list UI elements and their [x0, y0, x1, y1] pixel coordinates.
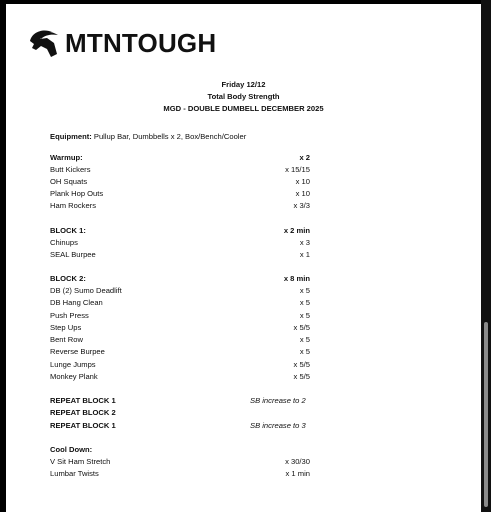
repeat-note: SB increase to 3	[250, 421, 306, 430]
repeat-note: SB increase to 2	[250, 396, 306, 405]
block2-count: x 8 min	[283, 274, 310, 283]
exercise-reps: x 5	[299, 286, 310, 295]
exercise-row	[50, 177, 310, 188]
vertical-scrollbar[interactable]	[481, 0, 491, 512]
exercise-row	[50, 469, 310, 480]
exercise-row	[50, 286, 310, 297]
title-program: MGD - DOUBLE DUMBELL DECEMBER 2025	[163, 104, 324, 113]
scrollbar-thumb[interactable]	[484, 322, 488, 507]
exercise-reps: x 1	[299, 250, 310, 259]
exercise-row	[50, 189, 310, 200]
exercise-reps: x 5	[299, 311, 310, 320]
exercise-row	[50, 201, 310, 212]
exercise-name: Step Ups	[50, 323, 82, 332]
exercise-reps: x 5	[299, 298, 310, 307]
repeat-block-label: REPEAT BLOCK 1	[50, 421, 116, 430]
equipment-value: Pullup Bar, Dumbbells x 2, Box/Bench/Cooler	[91, 132, 247, 141]
exercise-row	[50, 457, 310, 468]
exercise-name: Monkey Plank	[50, 372, 98, 381]
exercise-row	[50, 238, 310, 249]
warmup-header	[50, 153, 310, 164]
exercise-reps: x 5	[299, 335, 310, 344]
exercise-name: Ham Rockers	[50, 201, 96, 210]
goat-head-icon	[28, 27, 62, 59]
exercise-name: V Sit Ham Stretch	[50, 457, 111, 466]
title-date: Friday 12/12	[221, 80, 266, 89]
cooldown-title: Cool Down:	[50, 445, 93, 454]
exercise-row	[50, 165, 310, 176]
exercise-reps: x 5/5	[293, 372, 310, 381]
exercise-name: DB Hang Clean	[50, 298, 103, 307]
exercise-reps: x 3/3	[293, 201, 310, 210]
exercise-reps: x 30/30	[285, 457, 310, 466]
block1-count: x 2 min	[283, 226, 310, 235]
exercise-name: Lunge Jumps	[50, 360, 96, 369]
exercise-reps: x 1 min	[285, 469, 310, 478]
exercise-row	[50, 298, 310, 309]
exercise-reps: x 5/5	[293, 323, 310, 332]
block2-title: BLOCK 2:	[50, 274, 86, 283]
block2-header	[50, 274, 310, 285]
exercise-reps: x 15/15	[285, 165, 310, 174]
exercise-name: Plank Hop Outs	[50, 189, 104, 198]
exercise-name: Chinups	[50, 238, 78, 247]
equipment-line	[50, 132, 246, 141]
exercise-reps: x 10	[295, 177, 310, 186]
exercise-row	[50, 335, 310, 346]
exercise-row	[50, 347, 310, 358]
exercise-name: Bent Row	[50, 335, 83, 344]
warmup-count: x 2	[299, 153, 310, 162]
exercise-name: Push Press	[50, 311, 89, 320]
exercise-row	[50, 311, 310, 322]
repeat-block-label: REPEAT BLOCK 2	[50, 408, 116, 417]
equipment-label: Equipment:	[50, 132, 92, 141]
block1-header	[50, 226, 310, 237]
title-workout: Total Body Strength	[207, 92, 280, 101]
cooldown-header	[50, 445, 310, 456]
exercise-reps: x 5/5	[293, 360, 310, 369]
brand-name: MTNTOUGH	[65, 27, 217, 58]
exercise-name: Butt Kickers	[50, 165, 91, 174]
exercise-row	[50, 360, 310, 371]
exercise-reps: x 10	[295, 189, 310, 198]
repeat-block-label: REPEAT BLOCK 1	[50, 396, 116, 405]
exercise-reps: x 3	[299, 238, 310, 247]
exercise-name: OH Squats	[50, 177, 88, 186]
exercise-name: DB (2) Sumo Deadlift	[50, 286, 122, 295]
brand-logo	[28, 26, 216, 60]
block1-title: BLOCK 1:	[50, 226, 86, 235]
exercise-reps: x 5	[299, 347, 310, 356]
document-page	[6, 4, 481, 512]
exercise-row	[50, 250, 310, 261]
exercise-name: SEAL Burpee	[50, 250, 96, 259]
exercise-row	[50, 372, 310, 383]
exercise-row	[50, 323, 310, 334]
exercise-name: Lumbar Twists	[50, 469, 99, 478]
warmup-title: Warmup:	[50, 153, 83, 162]
exercise-name: Reverse Burpee	[50, 347, 105, 356]
